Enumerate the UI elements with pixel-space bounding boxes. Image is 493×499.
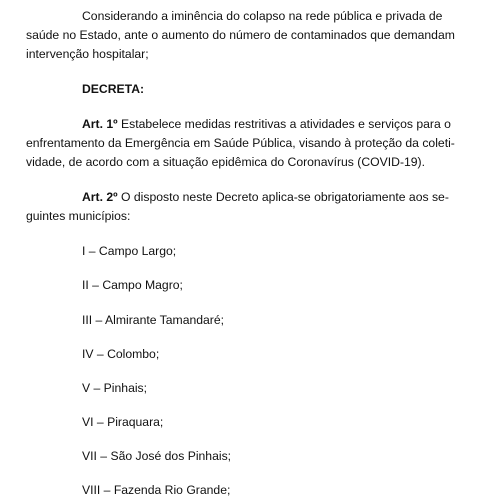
article1-label: Art. 1º <box>82 117 118 131</box>
intro-line-1: Considerando a iminência do colapso na rede pública e privada de <box>82 9 443 23</box>
article1-line-3: vidade, de acordo com a situação epidêmica do Coronavírus (COVID-19). <box>26 155 425 169</box>
decreta-heading-text: DECRETA: <box>82 82 145 96</box>
intro-line-3: intervenção hospitalar; <box>26 47 149 61</box>
municipality-item: VIII – Fazenda Rio Grande; <box>82 483 231 497</box>
municipality-item: I – Campo Largo; <box>82 244 177 258</box>
article1-line-1 <box>82 117 451 132</box>
municipality-item: VI – Piraquara; <box>82 415 164 429</box>
article2-label: Art. 2º <box>82 190 118 204</box>
municipality-item: V – Pinhais; <box>82 381 148 395</box>
article2-line-1 <box>82 190 449 205</box>
municipality-item: IV – Colombo; <box>82 347 160 361</box>
article2-line-2: guintes municípios: <box>26 209 131 223</box>
municipality-item: III – Almirante Tamandaré; <box>82 313 225 327</box>
article1-line-1-text: Estabelece medidas restritivas a atividades e serviços para o <box>121 117 451 131</box>
municipality-item: VII – São José dos Pinhais; <box>82 449 232 463</box>
decreta-heading <box>82 82 438 97</box>
intro-line-2: saúde no Estado, ante o aumento do número de contaminados que demandam <box>26 28 455 42</box>
article1-line-2: enfrentamento da Emergência em Saúde Pública, visando à proteção da coleti- <box>26 136 455 150</box>
article2-line-1-text: O disposto neste Decreto aplica-se obrigatoriamente aos se- <box>121 190 449 204</box>
municipality-item: II – Campo Magro; <box>82 278 183 292</box>
